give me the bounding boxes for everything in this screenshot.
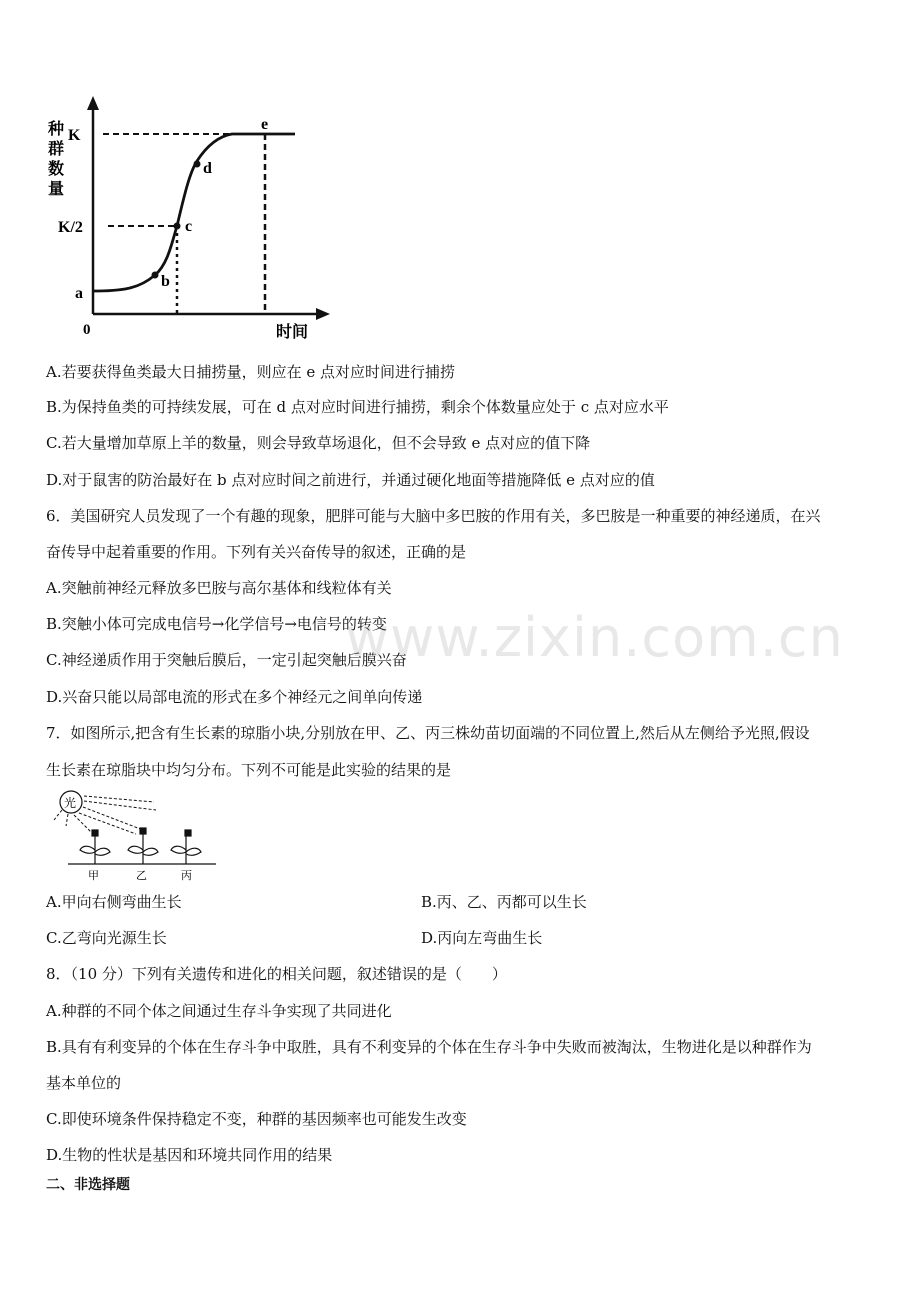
plant-label-bing: 丙 xyxy=(181,870,192,882)
seedling-jia xyxy=(80,830,110,864)
k-label: K xyxy=(68,127,81,144)
watermark: www.zixin.com.cn xyxy=(345,606,844,669)
q6-stem-line1: 6．美国研究人员发现了一个有趣的现象，肥胖可能与大脑中多巴胺的作用有关，多巴胺是一种重要的神经递质，在兴 xyxy=(46,507,821,525)
point-e-label: e xyxy=(261,116,269,133)
q5-option-d: D.对于鼠害的防治最好在 b 点对应时间之前进行，并通过硬化地面等措施降低 e 点对应的值 xyxy=(46,471,655,489)
q8-option-b-line1: B.具有有利变异的个体在生存斗争中取胜，具有不利变异的个体在生存斗争中失败而被淘汰，生物进化是以种群作为 xyxy=(46,1038,812,1056)
point-d-label: d xyxy=(203,160,212,177)
point-c-label: c xyxy=(185,218,193,235)
q7-option-c: C.乙弯向光源生长 xyxy=(46,929,167,947)
y-axis-label-char: 量 xyxy=(48,181,65,198)
q6-option-b: B.突触小体可完成电信号→化学信号→电信号的转变 xyxy=(46,615,387,633)
y-axis-label-char: 群 xyxy=(48,141,65,158)
point-b-label: b xyxy=(161,273,170,290)
q7-option-a: A.甲向右侧弯曲生长 xyxy=(46,893,182,911)
q8-stem: 8．（10 分）下列有关遗传和进化的相关问题，叙述错误的是（ ） xyxy=(46,965,507,983)
point-d-marker xyxy=(194,161,201,168)
seedling-bing xyxy=(171,830,201,864)
light-label: 光 xyxy=(64,796,77,810)
q7-stem-line2: 生长素在琼脂块中均匀分布。下列不可能是此实验的结果的是 xyxy=(46,761,452,779)
point-b-marker xyxy=(152,272,159,279)
q5-option-c: C.若大量增加草原上羊的数量，则会导致草场退化，但不会导致 e 点对应的值下降 xyxy=(46,434,591,452)
y-axis-arrow xyxy=(87,96,99,110)
plant-label-jia: 甲 xyxy=(88,870,99,882)
q7-stem-line1: 7．如图所示,把含有生长素的琼脂小块,分别放在甲、乙、丙三株幼苗切面端的不同位置上,然后从左侧给予光照,假设 xyxy=(46,724,810,742)
q8-option-b-line2: 基本单位的 xyxy=(46,1074,122,1092)
section-heading: 二、非选择题 xyxy=(46,1177,130,1193)
point-a-label: a xyxy=(75,285,83,302)
q8-option-d: D.生物的性状是基因和环境共同作用的结果 xyxy=(46,1146,333,1164)
q6-option-d: D.兴奋只能以局部电流的形式在多个神经元之间单向传递 xyxy=(46,688,423,706)
seedling-light-figure xyxy=(46,788,226,883)
point-c-marker xyxy=(174,223,181,230)
x-axis-label: 时间 xyxy=(276,324,309,341)
q5-option-a: A.若要获得鱼类最大日捕捞量，则应在 e 点对应时间进行捕捞 xyxy=(46,363,456,381)
q7-option-d: D.丙向左弯曲生长 xyxy=(421,929,543,947)
half-k-label: K/2 xyxy=(58,219,83,236)
plant-label-yi: 乙 xyxy=(136,870,147,882)
q5-option-b: B.为保持鱼类的可持续发展，可在 d 点对应时间进行捕捞，剩余个体数量应处于 c 点对应水平 xyxy=(46,398,669,416)
q6-stem-line2: 奋传导中起着重要的作用。下列有关兴奋传导的叙述，正确的是 xyxy=(46,543,467,561)
x-axis-arrow xyxy=(316,308,330,320)
q6-option-a: A.突触前神经元释放多巴胺与高尔基体和线粒体有关 xyxy=(46,579,392,597)
origin-label: 0 xyxy=(83,322,91,338)
population-growth-graph xyxy=(40,92,340,347)
y-axis-label-char: 数 xyxy=(48,161,65,178)
seedling-yi xyxy=(128,828,158,864)
q8-option-c: C.即使环境条件保持稳定不变，种群的基因频率也可能发生改变 xyxy=(46,1110,467,1128)
q8-option-a: A.种群的不同个体之间通过生存斗争实现了共同进化 xyxy=(46,1002,392,1020)
q6-option-c: C.神经递质作用于突触后膜后，一定引起突触后膜兴奋 xyxy=(46,651,407,669)
y-axis-label-char: 种 xyxy=(48,121,65,138)
q7-option-b: B.丙、乙、丙都可以生长 xyxy=(421,893,587,911)
